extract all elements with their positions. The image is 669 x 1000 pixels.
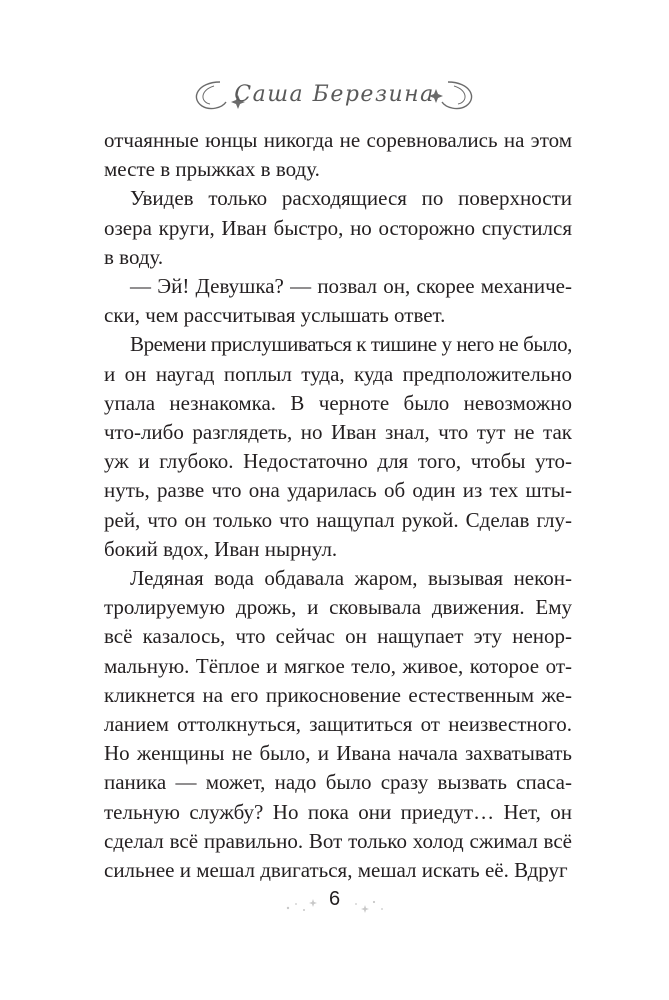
text-line: тельную службу? Но пока они приедут… Нет, он <box>104 799 572 824</box>
text-line: сделал всё правильно. Вот только холод сжимал всё <box>104 828 572 853</box>
paragraph <box>104 330 572 564</box>
text-line: уж и глубоко. Недостаточно для того, чтобы уто- <box>104 449 572 474</box>
running-header-author: Саша Березина <box>234 82 435 107</box>
text-line: бокий вдох, Иван нырнул. <box>104 536 338 561</box>
text-line: мальную. Тёплое и мягкое тело, живое, которое от- <box>104 653 572 678</box>
paragraph <box>104 126 572 184</box>
text-line: месте в прыжках в воду. <box>104 157 320 182</box>
text-line: кликнется на его прикосновение естественным же- <box>104 682 572 707</box>
text-line: — Эй! Девушка? — позвал он, скорее механиче- <box>130 274 572 299</box>
text-line: и он наугад поплыл туда, куда предположительно <box>104 361 572 386</box>
text-line: Времени прислушиваться к тишине у него не было, <box>130 332 572 357</box>
text-line: упала незнакомка. В черноте было невозможно <box>104 390 572 415</box>
text-line: в воду. <box>104 244 164 269</box>
running-header <box>0 64 669 124</box>
text-line: Но женщины не было, и Ивана начала захватывать <box>104 741 572 766</box>
text-line: нуть, разве что она ударилась об один из тех шты- <box>104 478 572 503</box>
text-line: что-либо разглядеть, но Иван знал, что тут не так <box>104 420 572 445</box>
page-number: 6 <box>328 888 341 910</box>
text-line: всё казалось, что сейчас он нащупает эту ненор- <box>104 624 572 649</box>
text-line: ски, чем рассчитывая услышать ответ. <box>104 303 446 328</box>
body-text <box>104 126 572 885</box>
text-line: рей, что он только что нащупал рукой. Сделав глу- <box>104 507 572 532</box>
text-line: озера круги, Иван быстро, но осторожно спустился <box>104 215 572 240</box>
text-line: сильнее и мешал двигаться, мешал искать её. Вдруг <box>104 858 568 883</box>
paragraph <box>104 272 572 330</box>
text-line: тролируемую дрожь, и сковывала движения. Ему <box>104 595 572 620</box>
text-line: отчаянные юнцы никогда не соревновались на этом <box>104 128 572 152</box>
text-line: Увидев только расходящиеся по поверхности <box>130 186 572 211</box>
text-line: паника — может, надо было сразу вызвать спаса- <box>104 770 572 795</box>
text-line: Ледяная вода обдавала жаром, вызывая некон- <box>130 566 572 591</box>
page-footer <box>0 882 669 922</box>
paragraph <box>104 564 572 885</box>
paragraph <box>104 184 572 272</box>
text-line: ланием оттолкнуться, защититься от неизвестного. <box>104 712 572 737</box>
